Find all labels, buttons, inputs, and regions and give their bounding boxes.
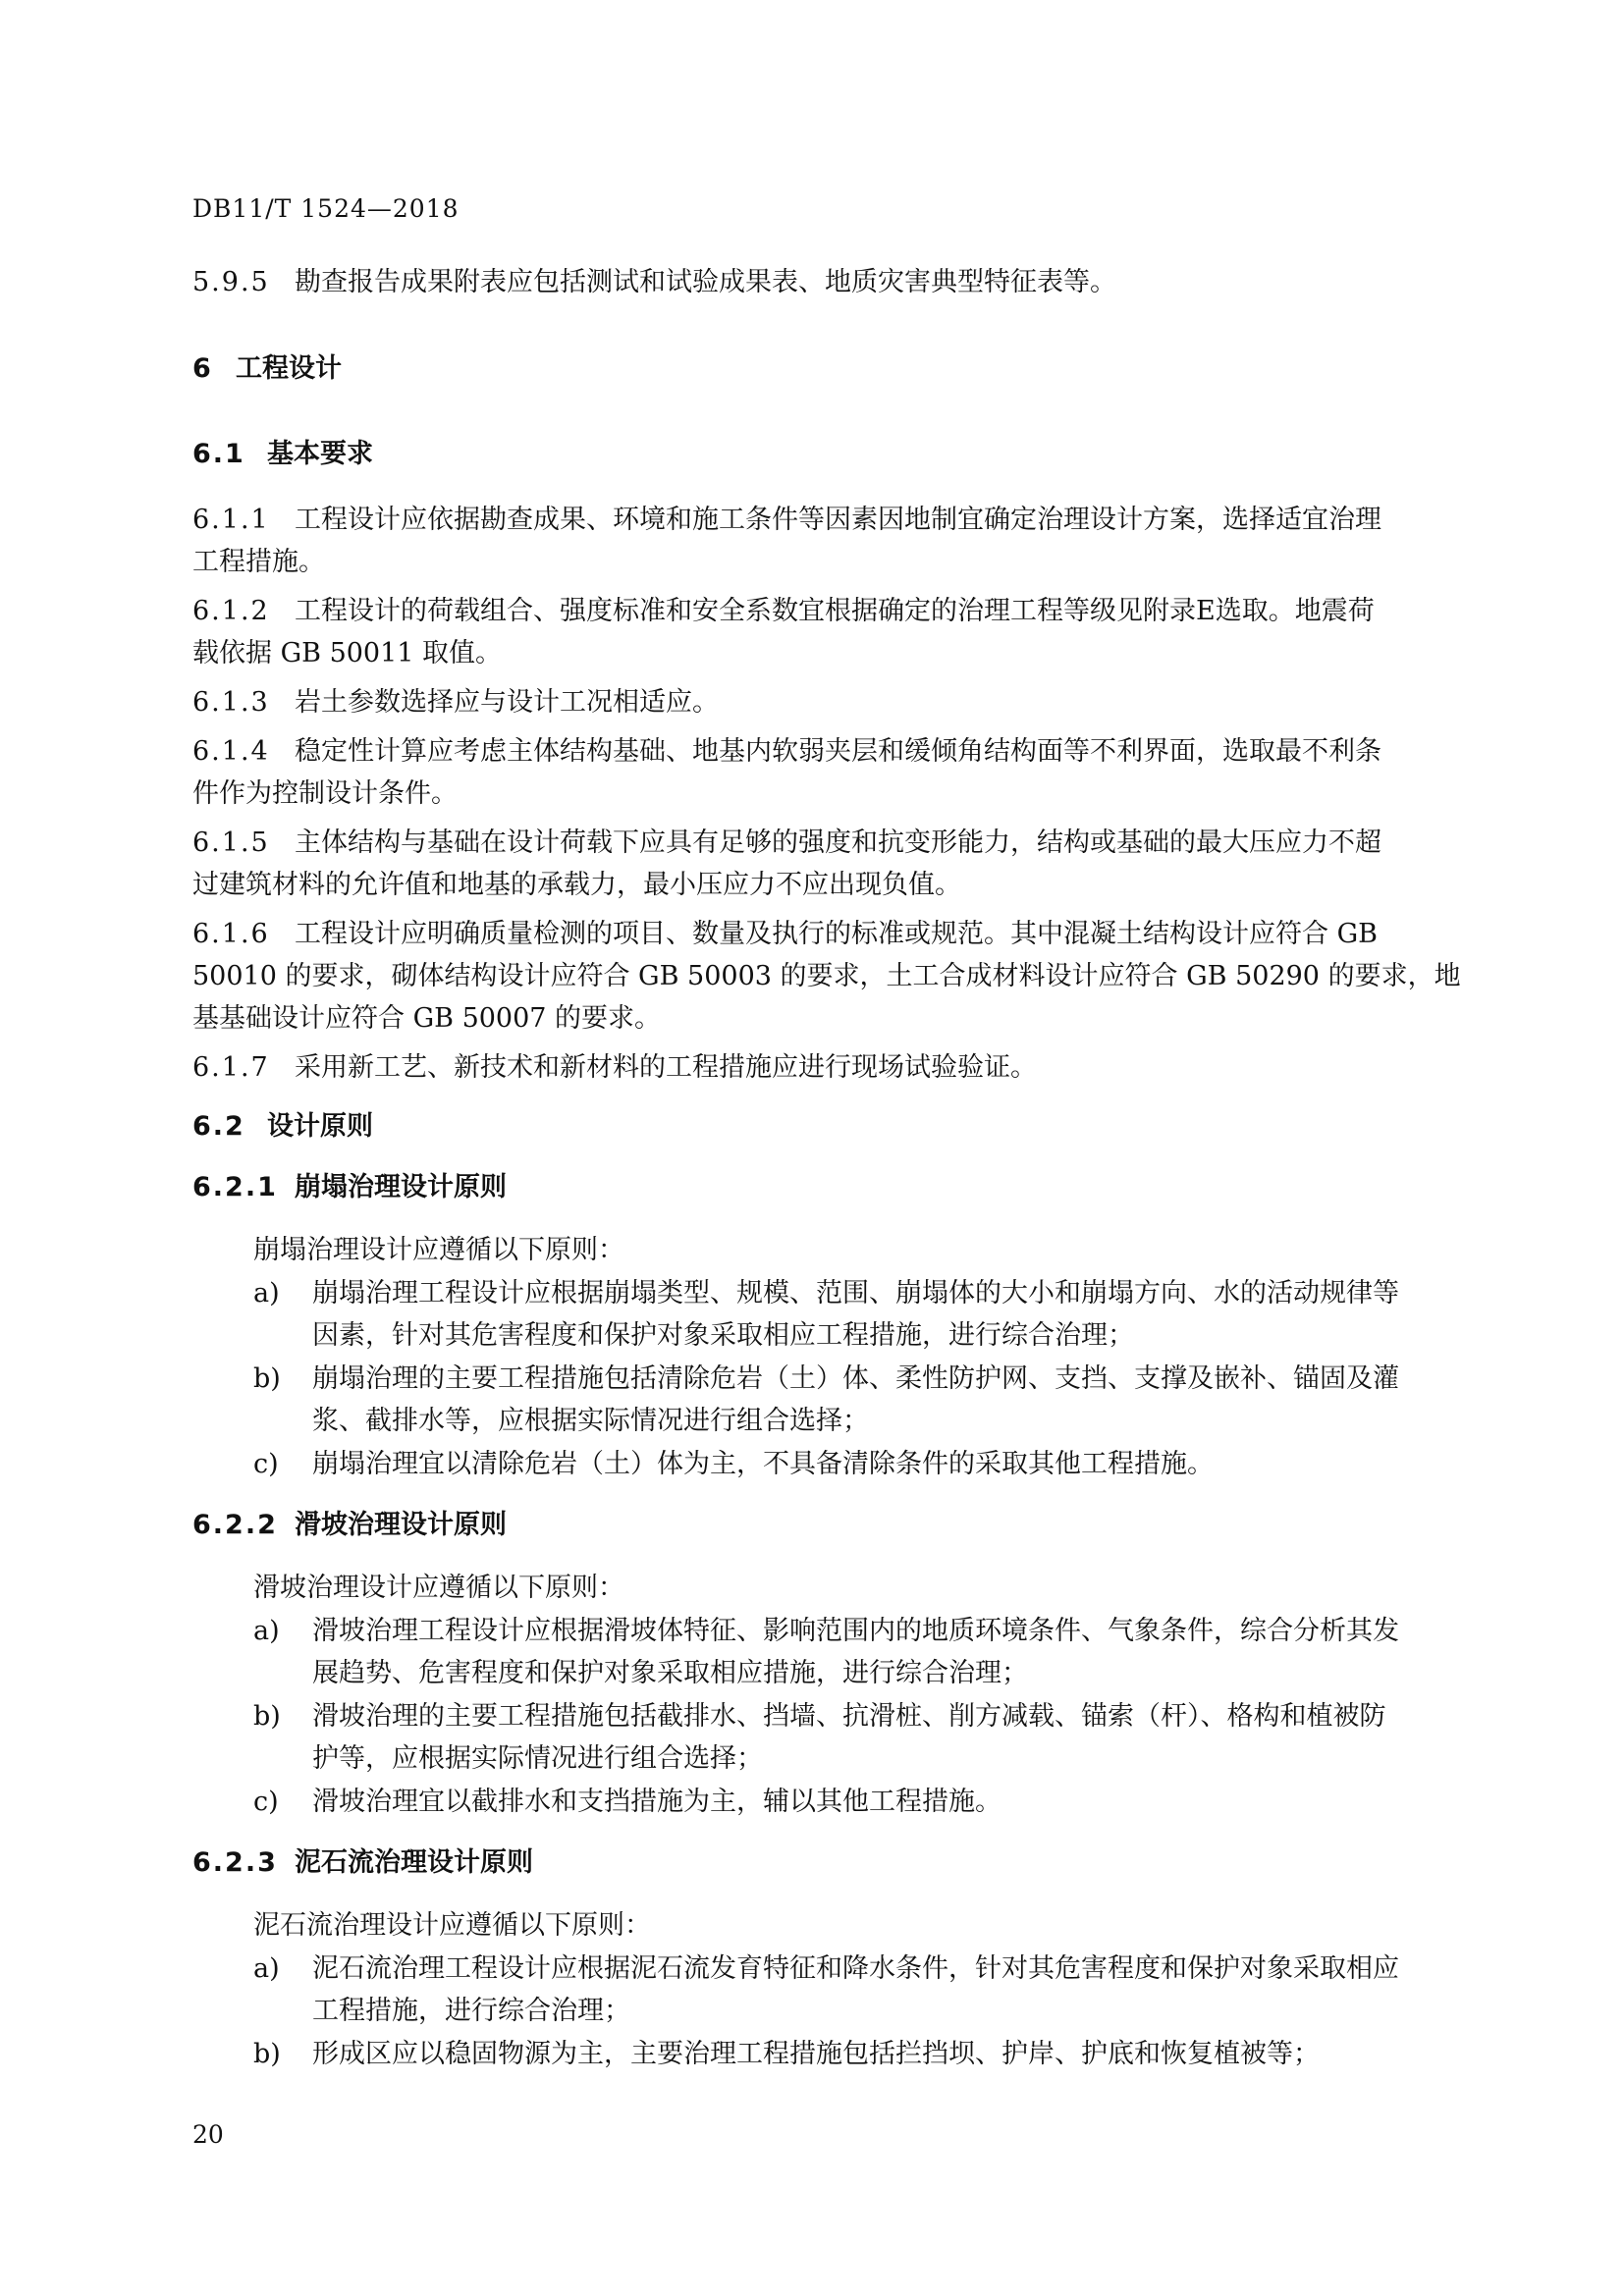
item-label: a) xyxy=(253,1278,280,1308)
clause-6-1-2-cont: 载依据 GB 50011 取值。 xyxy=(192,638,503,668)
clause-title: 滑坡治理设计原则 xyxy=(295,1510,507,1540)
clause-6-1-6-cont2: 基基础设计应符合 GB 50007 的要求。 xyxy=(192,1003,662,1034)
clause-number: 6.1.4 xyxy=(192,736,270,767)
clause-text-line: 采用新工艺、新技术和新材料的工程措施应进行现场试验验证。 xyxy=(295,1052,1037,1083)
item-label: b) xyxy=(253,1363,281,1394)
clause-6-1-5-cont: 过建筑材料的允许值和地基的承载力，最小压应力不应出现负值。 xyxy=(192,870,961,900)
chapter-number: 6 xyxy=(192,353,213,384)
list-item xyxy=(253,1276,1399,1311)
item-label: a) xyxy=(253,1953,280,1984)
clause-6-1-2 xyxy=(192,594,1375,629)
list-item xyxy=(253,1785,1001,1820)
clause-text: 勘查报告成果附表应包括测试和试验成果表、地质灾害典型特征表等。 xyxy=(295,267,1116,297)
clause-6-1-3 xyxy=(192,685,719,721)
clause-number: 5.9.5 xyxy=(192,267,270,297)
item-text: 崩塌治理宜以清除危岩（土）体为主，不具备清除条件的采取其他工程措施。 xyxy=(312,1449,1214,1479)
chapter-6-heading xyxy=(192,351,342,387)
clause-number: 6.1.6 xyxy=(192,919,270,949)
list-item-cont: 护等，应根据实际情况进行组合选择； xyxy=(312,1743,763,1774)
item-label: c) xyxy=(253,1787,279,1817)
clause-text-line: 工程设计应依据勘查成果、环境和施工条件等因素因地制宜确定治理设计方案，选择适宜治理 xyxy=(295,505,1381,535)
clause-6-2-2-heading xyxy=(192,1508,507,1543)
clause-number: 6.1.5 xyxy=(192,828,270,858)
clause-6-1-1-cont: 工程措施。 xyxy=(192,547,325,577)
clause-text-line: 工程设计的荷载组合、强度标准和安全系数宜根据确定的治理工程等级见附录E选取。地震荷 xyxy=(295,596,1375,626)
list-item xyxy=(253,1951,1399,1987)
clause-number: 6.1.2 xyxy=(192,596,270,626)
section-number: 6.2 xyxy=(192,1111,245,1142)
clause-title: 泥石流治理设计原则 xyxy=(295,1847,533,1878)
list-item-cont: 因素，针对其危害程度和保护对象采取相应工程措施，进行综合治理； xyxy=(312,1320,1134,1351)
list-item xyxy=(253,1447,1214,1482)
section-6-1-heading xyxy=(192,437,373,472)
standard-code-header: DB11/T 1524—2018 xyxy=(192,194,460,223)
clause-text-line: 稳定性计算应考虑主体结构基础、地基内软弱夹层和缓倾角结构面等不利界面，选取最不利条 xyxy=(295,736,1381,767)
section-6-2-heading xyxy=(192,1109,373,1145)
clause-6-1-6-cont: 50010 的要求，砌体结构设计应符合 GB 50003 的要求，土工合成材料设计应符合 GB 50290 的要求，地 xyxy=(192,961,1461,991)
list-item-cont: 工程措施，进行综合治理； xyxy=(312,1996,630,2026)
clause-6-1-5 xyxy=(192,826,1381,861)
clause-6-2-2-intro: 滑坡治理设计应遵循以下原则： xyxy=(253,1573,624,1603)
list-item xyxy=(253,2037,1320,2072)
item-label: b) xyxy=(253,1701,281,1732)
clause-number: 6.2.3 xyxy=(192,1847,278,1878)
item-text: 崩塌治理的主要工程措施包括清除危岩（土）体、柔性防护网、支挡、支撑及嵌补、锚固及灌 xyxy=(312,1363,1399,1394)
clause-text-line: 工程设计应明确质量检测的项目、数量及执行的标准或规范。其中混凝土结构设计应符合 GB xyxy=(295,919,1378,949)
list-item xyxy=(253,1614,1399,1649)
clause-6-2-3-intro: 泥石流治理设计应遵循以下原则： xyxy=(253,1910,651,1941)
chapter-title: 工程设计 xyxy=(236,353,342,384)
clause-title: 崩塌治理设计原则 xyxy=(295,1172,507,1202)
section-title: 设计原则 xyxy=(267,1111,373,1142)
item-label: b) xyxy=(253,2039,281,2069)
clause-6-1-4-cont: 件作为控制设计条件。 xyxy=(192,778,458,809)
clause-text-line: 主体结构与基础在设计荷载下应具有足够的强度和抗变形能力，结构或基础的最大压应力不超 xyxy=(295,828,1381,858)
item-text: 崩塌治理工程设计应根据崩塌类型、规模、范围、崩塌体的大小和崩塌方向、水的活动规律等 xyxy=(312,1278,1399,1308)
clause-number: 6.2.1 xyxy=(192,1172,278,1202)
clause-number: 6.1.7 xyxy=(192,1052,270,1083)
item-text: 滑坡治理宜以截排水和支挡措施为主，辅以其他工程措施。 xyxy=(312,1787,1001,1817)
clause-6-2-1-intro: 崩塌治理设计应遵循以下原则： xyxy=(253,1235,624,1265)
page-number: 20 xyxy=(192,2120,224,2149)
clause-number: 6.2.2 xyxy=(192,1510,278,1540)
clause-text-line: 岩土参数选择应与设计工况相适应。 xyxy=(295,687,719,718)
clause-6-2-3-heading xyxy=(192,1845,533,1881)
list-item-cont: 展趋势、危害程度和保护对象采取相应措施，进行综合治理； xyxy=(312,1658,1028,1688)
item-text: 滑坡治理工程设计应根据滑坡体特征、影响范围内的地质环境条件、气象条件，综合分析其发 xyxy=(312,1616,1399,1646)
clause-6-1-7 xyxy=(192,1050,1037,1086)
list-item xyxy=(253,1362,1399,1397)
item-text: 滑坡治理的主要工程措施包括截排水、挡墙、抗滑桩、削方减载、锚索（杆）、格构和植被防 xyxy=(312,1701,1386,1732)
item-text: 泥石流治理工程设计应根据泥石流发育特征和降水条件，针对其危害程度和保护对象采取相应 xyxy=(312,1953,1399,1984)
item-label: c) xyxy=(253,1449,279,1479)
clause-number: 6.1.3 xyxy=(192,687,270,718)
item-label: a) xyxy=(253,1616,280,1646)
section-number: 6.1 xyxy=(192,439,245,469)
item-text: 形成区应以稳固物源为主，主要治理工程措施包括拦挡坝、护岸、护底和恢复植被等； xyxy=(312,2039,1320,2069)
clause-6-2-1-heading xyxy=(192,1170,507,1205)
clause-number: 6.1.1 xyxy=(192,505,270,535)
clause-6-1-4 xyxy=(192,734,1381,770)
list-item xyxy=(253,1699,1386,1735)
clause-6-1-6 xyxy=(192,917,1378,952)
section-title: 基本要求 xyxy=(267,439,373,469)
list-item-cont: 浆、截排水等，应根据实际情况进行组合选择； xyxy=(312,1406,869,1436)
clause-5-9-5 xyxy=(192,265,1116,300)
clause-6-1-1 xyxy=(192,503,1381,538)
